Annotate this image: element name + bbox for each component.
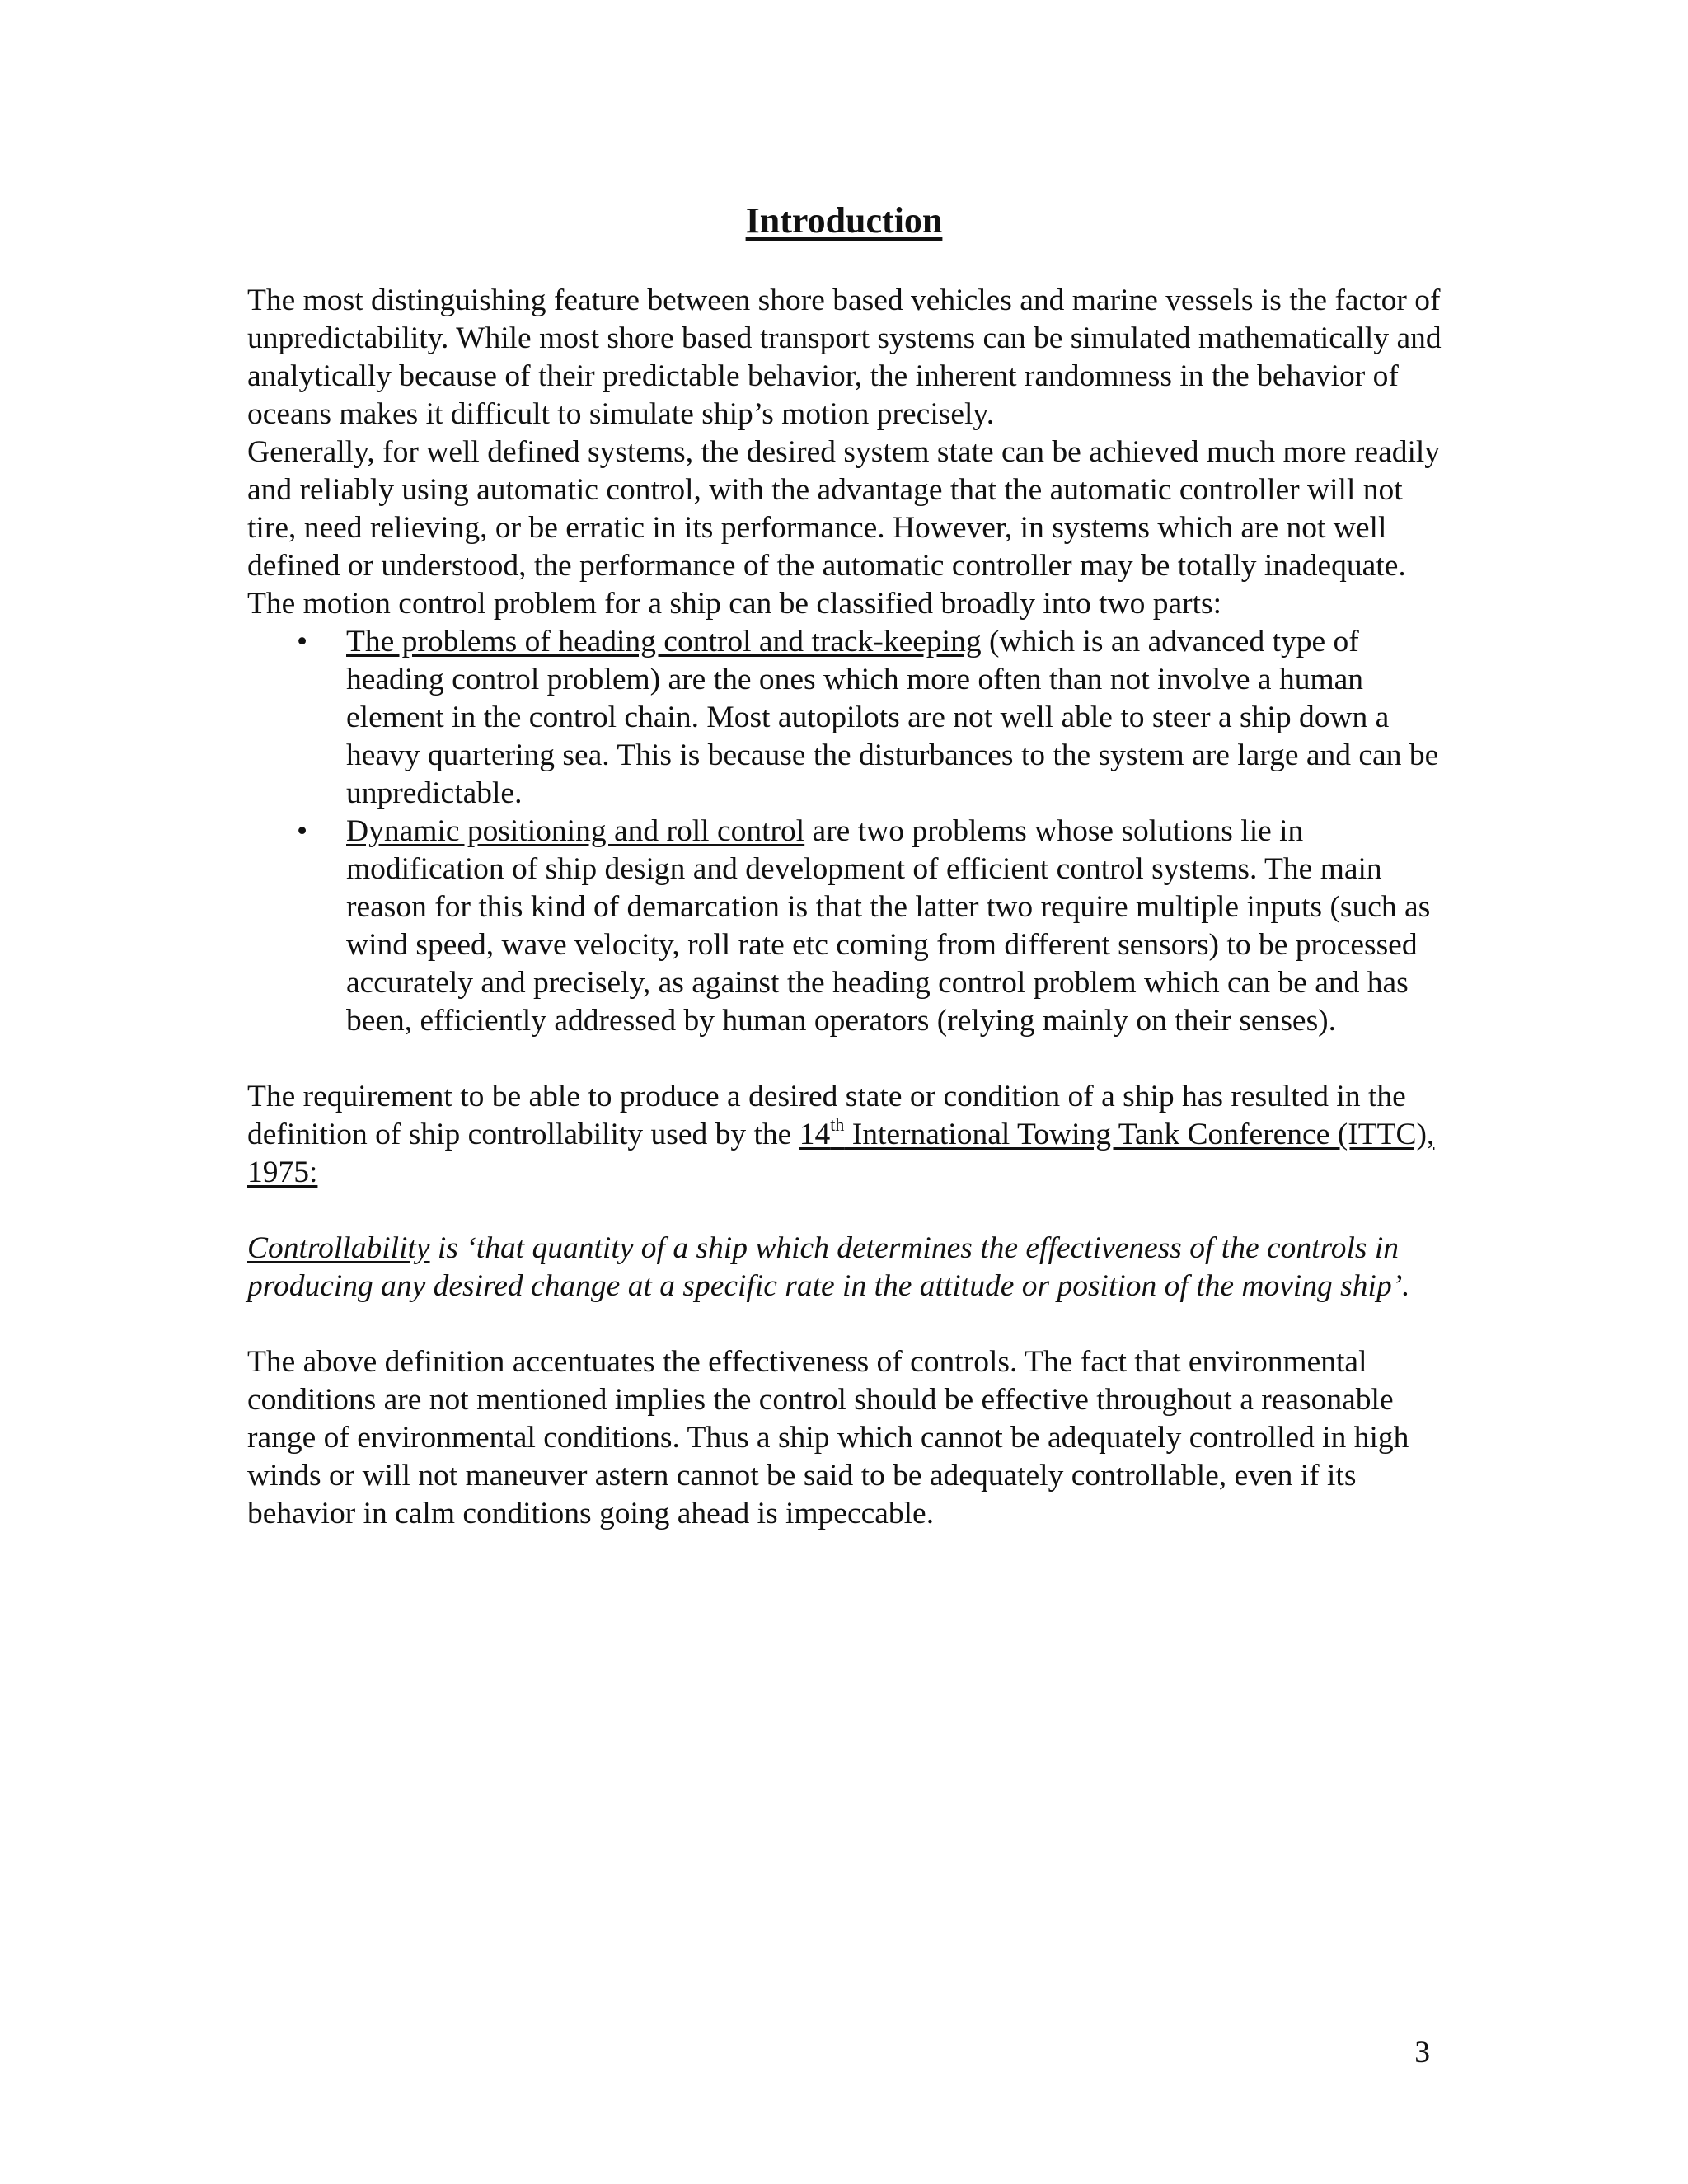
intro-paragraph-3: The motion control problem for a ship can be classified broadly into two parts: — [247, 587, 1222, 621]
bullet-list — [247, 623, 1459, 1040]
paragraph-spacer — [247, 1040, 1459, 1078]
page-number: 3 — [1414, 2036, 1430, 2069]
conference-name: International Towing Tank Conference (ITTC), 1975: — [247, 1118, 1435, 1189]
intro-paragraph-2: Generally, for well defined systems, the desired system state can be achieved much more readily and reliably using automatic control, with the advantage that the automatic controller will not tire, need relieving, or be erratic in its performance. However, in systems which are not well defined or understood, the performance of the automatic controller may be totally inadequate. — [247, 435, 1441, 583]
body-text — [247, 282, 1459, 1533]
closing-paragraph: The above definition accentuates the effectiveness of controls. The fact that environmental conditions are not mentioned implies the control should be effective throughout a reasonable range of environmental conditions. Thus a ship which cannot be adequately controlled in high winds or will not maneuver astern cannot be said to be adequately controllable, even if its behavior in calm conditions going ahead is impeccable. — [247, 1345, 1409, 1530]
paragraph-spacer — [247, 1305, 1459, 1343]
bullet-underlined-phrase: Dynamic positioning and roll control — [346, 814, 805, 848]
definition-text: is ‘that quantity of a ship which determines the effectiveness of the controls in producing any desired change at a specific rate in the attitude or position of the moving ship’. — [247, 1231, 1410, 1303]
bullet-icon: • — [297, 814, 308, 848]
requirement-paragraph — [247, 1078, 1459, 1192]
ordinal-suffix: th — [830, 1114, 845, 1135]
list-item — [247, 623, 1459, 813]
bullet-icon: • — [297, 625, 308, 658]
page-title: Introduction — [745, 200, 943, 241]
intro-paragraph-1: The most distinguishing feature between shore based vehicles and marine vessels is the factor of unpredictability. While most shore based transport systems can be simulated mathematically and analytically because of their predictable behavior, the inherent randomness in the behavior of oceans makes it difficult to simulate ship’s motion precisely. — [247, 284, 1442, 431]
ordinal-number: 14 — [799, 1118, 831, 1151]
bullet-text: (which is an advanced type of heading control problem) are the ones which more often than not involve a human element in the control chain. Most autopilots are not well able to steer a ship down a heavy quartering sea. This is because the disturbances to the system are large and can be unpredictable. — [346, 625, 1439, 810]
list-item — [247, 813, 1459, 1040]
paragraph-spacer — [247, 1192, 1459, 1230]
definition-term: Controllability — [247, 1231, 430, 1265]
bullet-underlined-phrase: The problems of heading control and track-keeping — [346, 625, 982, 658]
definition-paragraph — [247, 1230, 1459, 1305]
requirement-lead: The requirement to be able to produce a desired state or condition of a ship has resulted in the definition of ship controllability used by the — [247, 1080, 1406, 1151]
bullet-text: are two problems whose solutions lie in modification of ship design and development of efficient control systems. The main reason for this kind of demarcation is that the latter two require multiple inputs (such as wind speed, wave velocity, roll rate etc coming from different sensors) to be processed accurately and precisely, as against the heading control problem which can be and has been, efficiently addressed by human operators (relying mainly on their senses). — [346, 814, 1431, 1038]
